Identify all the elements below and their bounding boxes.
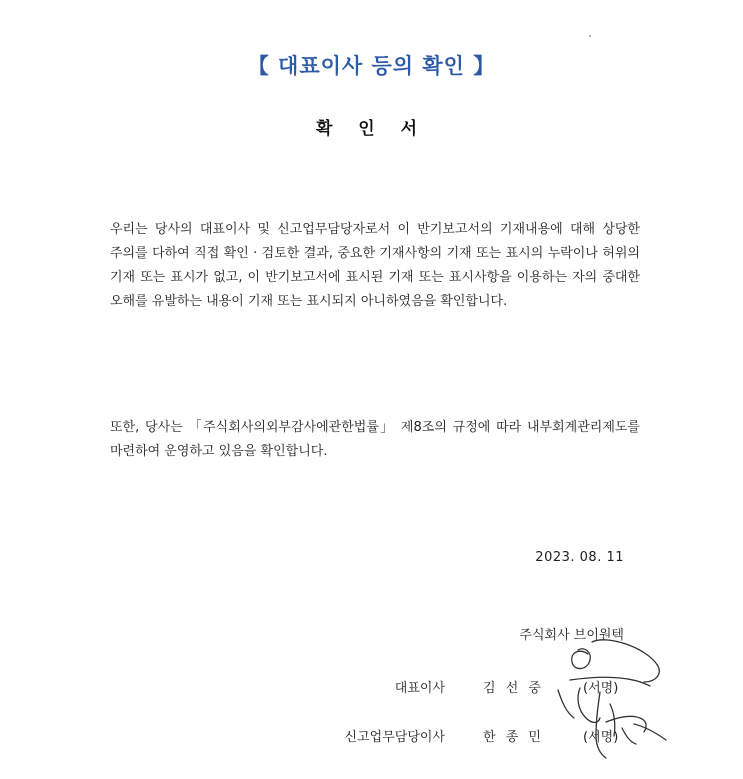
document-subtitle: 확 인 서 (315, 119, 428, 139)
internal-control-paragraph: 또한, 당사는 「주식회사의외부감사에관한법률」 제8조의 규정에 따라 내부회계관리제도를 마련하여 운영하고 있음을 확인합니다. (110, 420, 640, 459)
document-date: 2023. 08. 11 (535, 550, 624, 565)
document-title: 【 대표이사 등의 확인 】 (247, 54, 496, 78)
scan-speck (589, 35, 591, 37)
company-name: 주식회사 브이원텍 (519, 628, 624, 643)
signatory-name: 한 종 민 (483, 730, 544, 745)
signatory-row-ceo (0, 677, 743, 701)
signatory-title: 대표이사 (394, 681, 445, 696)
signatory-row-reporting-director (0, 726, 743, 750)
signatory-name: 김 선 중 (483, 681, 544, 696)
signature-label: (서명) (583, 730, 619, 745)
confirmation-paragraph: 우리는 당사의 대표이사 및 신고업무담당자로서 이 반기보고서의 기재내용에 대해 상당한 주의를 다하여 직접 확인 · 검토한 결과, 중요한 기재사항의 기재 또는 표시의 누락이나 허위의 기재 또는 표시가 없고, 이 반기보고서에 표시된 기재 또는 표시사항을 이용하는 자의 중대한 오해를 유발하는 내용이 기재 또는 표시되지 아니하였음을 확인합니다. (110, 222, 640, 309)
signatory-title: 신고업무담당이사 (344, 730, 445, 745)
signature-label: (서명) (583, 681, 619, 696)
